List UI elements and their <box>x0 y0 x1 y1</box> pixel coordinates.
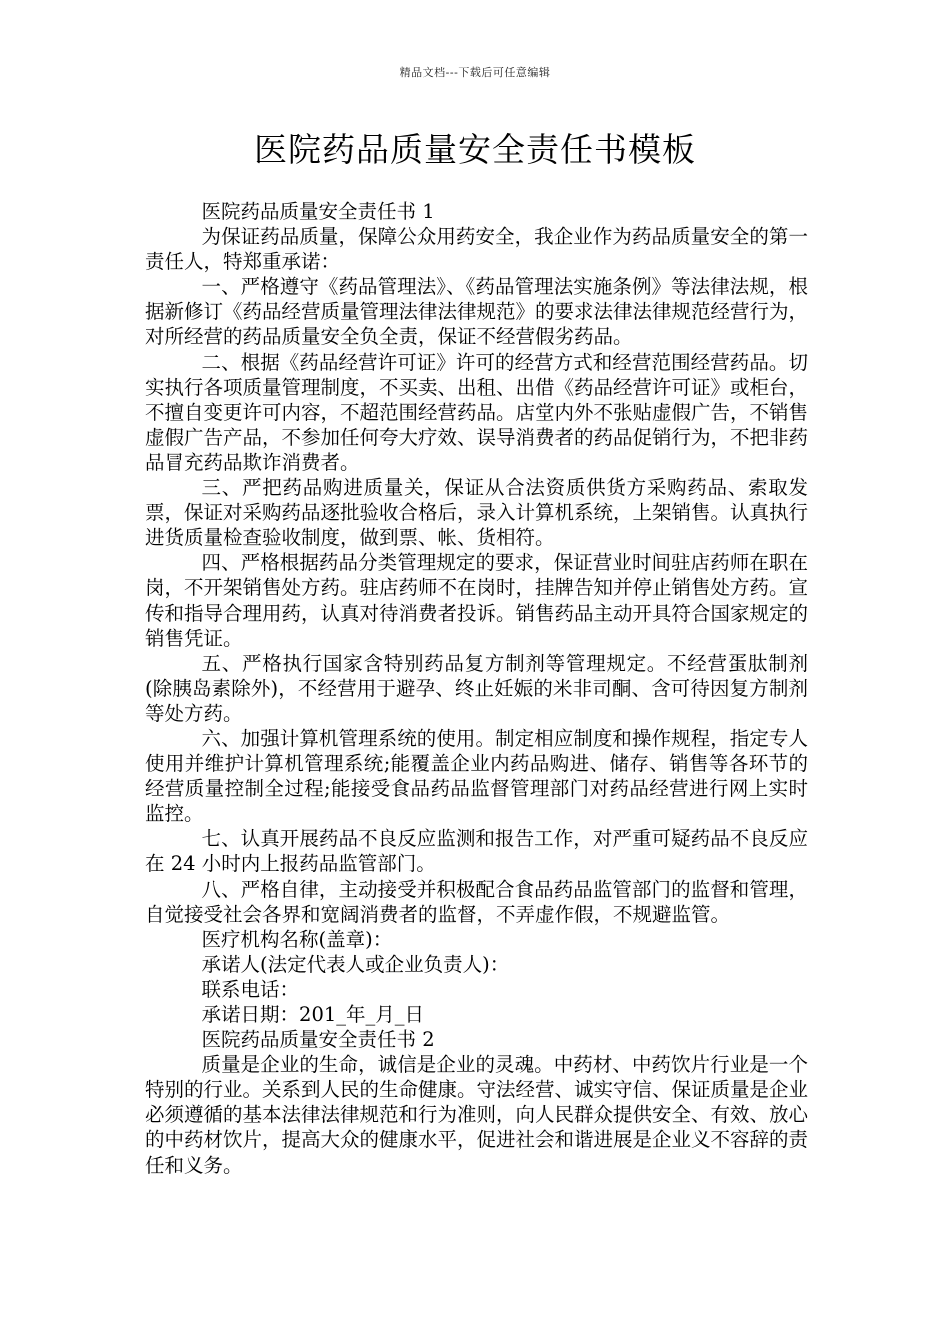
document-body <box>145 199 808 1178</box>
clause-7: 七、认真开展药品不良反应监测和报告工作，对严重可疑药品不良反应在 24 小时内上报药品监管部门。 <box>145 827 808 876</box>
section1-heading: 医院药品质量安全责任书 1 <box>201 200 435 223</box>
clause-8: 八、严格自律，主动接受并积极配合食品药品监管部门的监督和管理，自觉接受社会各界和宽阔消费者的监督，不弄虚作假，不规避监管。 <box>145 877 808 926</box>
section2-heading: 医院药品质量安全责任书 2 <box>201 1028 435 1052</box>
signature-promisor-line: 承诺人(法定代表人或企业负责人)： <box>201 952 510 976</box>
signature-date-line: 承诺日期：201_年_月_日 <box>201 1003 425 1026</box>
signature-phone-line: 联系电话： <box>201 977 300 1001</box>
section1-intro: 为保证药品质量，保障公众用药安全，我企业作为药品质量安全的第一责任人，特郑重承诺： <box>145 225 808 274</box>
section2-intro: 质量是企业的生命，诚信是企业的灵魂。中药材、中药饮片行业是一个特别的行业。关系到人民的生命健康。守法经营、诚实守信、保证质量是企业必须遵循的基本法律法律规范和行为准则，向人民群众提供安全、有效、放心的中药材饮片，提高大众的健康水平，促进社会和谐进展是企业义不容辞的责任和义务。 <box>145 1053 809 1177</box>
document-title: 医院药品质量安全责任书模板 <box>254 130 696 169</box>
clause-5: 五、严格执行国家含特别药品复方制剂等管理规定。不经营蛋肽制剂(除胰岛素除外)，不经营用于避孕、终止妊娠的米非司酮、含可待因复方制剂等处方药。 <box>145 651 808 725</box>
clause-3: 三、严把药品购进质量关，保证从合法资质供货方采购药品、索取发票，保证对采购药品逐批验收合格后，录入计算机系统，上架销售。认真执行进货质量检查验收制度，做到票、帐、货相符。 <box>145 476 809 550</box>
clause-4: 四、严格根据药品分类管理规定的要求，保证营业时间驻店药师在职在岗，不开架销售处方药。驻店药师不在岗时，挂牌告知并停止销售处方药。宣传和指导合理用药，认真对待消费者投诉。销售药品主动开具符合国家规定的销售凭证。 <box>145 551 809 650</box>
signature-institution-line: 医疗机构名称(盖章)： <box>201 927 393 951</box>
page-header-watermark: 精品文档---下载后可任意编辑 <box>399 66 551 79</box>
clause-1: 一、严格遵守《药品管理法》、《药品管理法实施条例》等法律法规，根据新修订《药品经营质量管理法律法律规范》的要求法律法律规范经营行为，对所经营的药品质量安全负全责，保证不经营假劣药品。 <box>145 275 809 349</box>
clause-6: 六、加强计算机管理系统的使用。制定相应制度和操作规程，指定专人使用并维护计算机管理系统;能覆盖企业内药品购进、储存、销售等各环节的经营质量控制全过程;能接受食品药品监督管理部门对药品经营进行网上实时监控。 <box>145 726 808 826</box>
clause-2: 二、根据《药品经营许可证》许可的经营方式和经营范围经营药品。切实执行各项质量管理制度，不买卖、出租、出借《药品经营许可证》或柜台，不擅自变更许可内容，不超范围经营药品。店堂内外不张贴虚假广告，不销售虚假广告产品，不参加任何夸大疗效、误导消费者的药品促销行为，不把非药品冒充药品欺诈消费者。 <box>145 350 809 474</box>
